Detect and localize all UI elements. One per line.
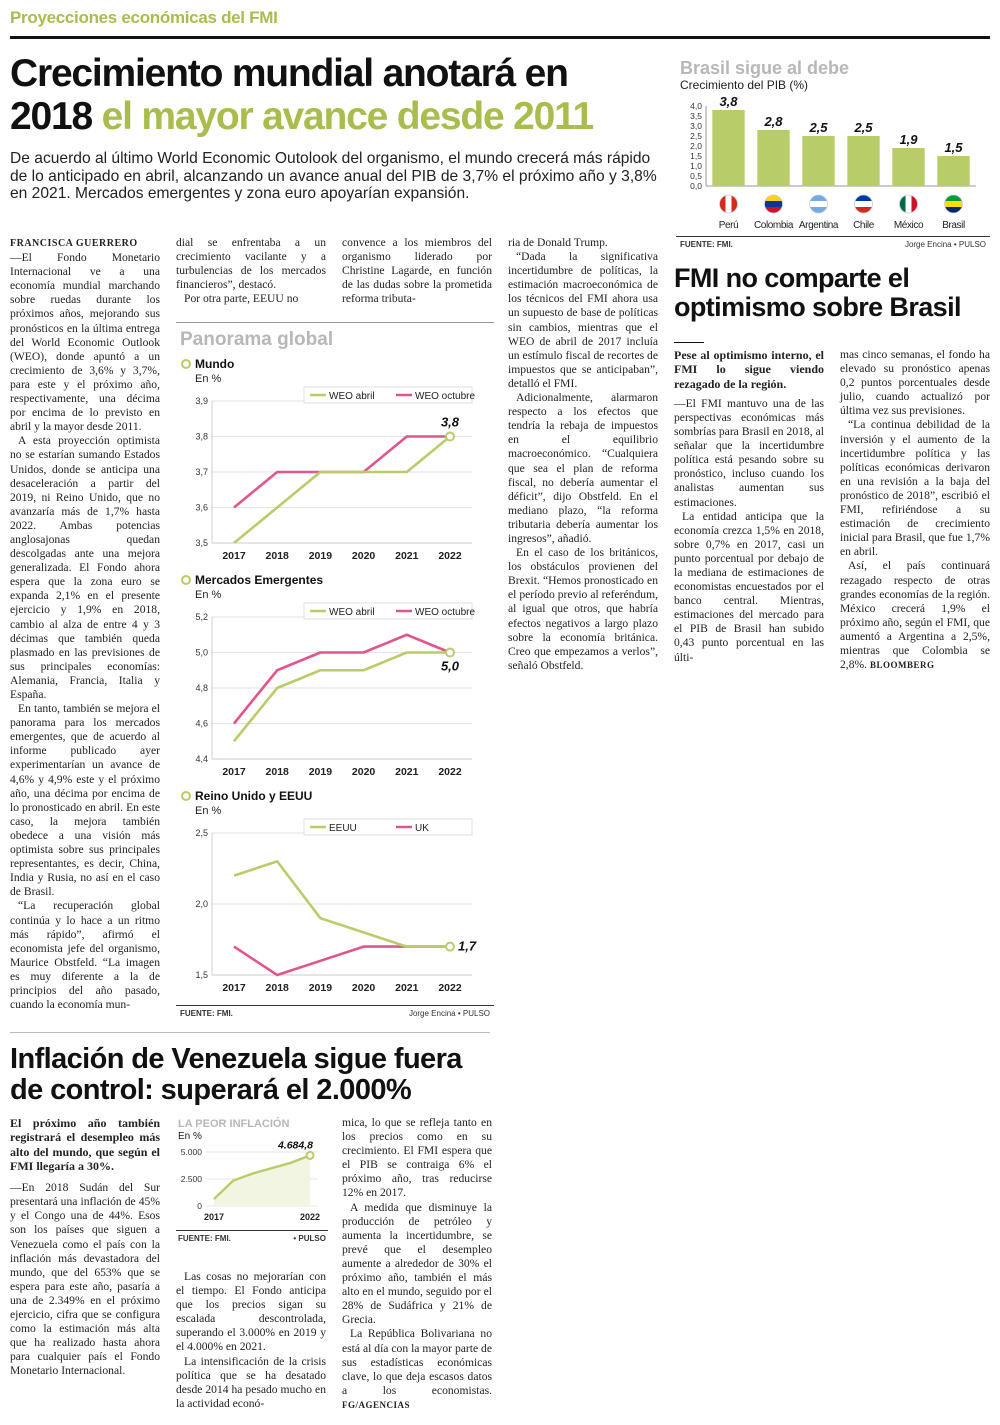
- x-tick-label: 2020: [351, 982, 376, 994]
- bar-y-tick-label: 2,5: [690, 131, 702, 141]
- y-tick-label: 4,8: [195, 683, 208, 693]
- line-chart-title: Mercados Emergentes: [195, 573, 324, 587]
- x-tick-label: 2019: [308, 982, 333, 994]
- x-tick-label: 2020: [351, 550, 376, 562]
- panorama-rule: [176, 1005, 494, 1006]
- bar-value-label: 3,8: [719, 94, 738, 109]
- fmi-col-2: [840, 348, 990, 672]
- chart-title-bullet: [182, 792, 190, 800]
- main-headline: [10, 52, 670, 138]
- inflation-y-tick-label: 2.500: [180, 1174, 202, 1184]
- x-tick-label: 2017: [222, 982, 246, 994]
- fmi-col2-p3: [840, 559, 990, 672]
- flag-icon: [765, 195, 783, 213]
- bar-y-tick-label: 3,0: [690, 121, 702, 131]
- y-tick-label: 5,2: [195, 612, 208, 622]
- series-line: [234, 635, 450, 724]
- main-col4-p1: ria de Donald Trump.: [508, 236, 608, 249]
- series-line: [234, 947, 450, 975]
- legend-label: UK: [415, 823, 429, 834]
- y-tick-label: 4,4: [195, 754, 208, 764]
- line-chart-unit: En %: [195, 805, 222, 817]
- bar: [757, 130, 789, 186]
- main-col2-p2: Por otra parte, EEUU no: [184, 292, 299, 306]
- main-col-4: [508, 236, 658, 673]
- fmi-col1-p2: La entidad anticipa que la economía crezca 1,5% en 2018, sobre 0,7% en 2017, casi un punto porcentual por debajo de la mediana de estimaciones de economistas encuestados por el banco central. Mientras, estimaciones del mercado para el PIB de Brasil han subido 0,43 punto porcentual en las últi-: [674, 509, 824, 664]
- bar-y-tick-label: 2,0: [690, 141, 702, 151]
- section-tag: Proyecciones económicas del FMI: [10, 8, 278, 27]
- brasil-chart-subtitle: Crecimiento del PIB (%): [680, 78, 809, 92]
- brasil-chart-title: Brasil sigue al debe: [680, 58, 850, 78]
- headline-line1: Crecimiento mundial anotará en: [10, 52, 568, 95]
- panorama-credit: Jorge Encina • PULSO: [408, 1009, 490, 1018]
- bar-y-tick-label: 4,0: [690, 101, 702, 111]
- bar-value-label: 1,5: [944, 140, 963, 155]
- venezuela-headline: [10, 1044, 570, 1106]
- inflation-area: [214, 1155, 310, 1206]
- bar-value-label: 2,8: [764, 114, 783, 129]
- brasil-source: FUENTE: FMI.: [680, 240, 733, 249]
- venezuela-signature: FG/AGENCIAS: [342, 1399, 411, 1410]
- fmi-lead: Pese al optimismo interno, el FMI lo sigue viendo rezagado de la región.: [674, 348, 824, 391]
- line-chart-title: Mundo: [195, 357, 235, 371]
- main-col1-p2: A esta proyección optimista no se estarían sumando Estados Unidos, donde se anticipa una desaceleración a partir del 2019, ni Reino Unido, que no avanzaría más de 1,7% hasta 2022. Ambas potencias anglosajonas quedan descolgadas ante una mejora generalizada. El Fondo ahora espera que la zona euro se expanda 2,1% en el presente ejercicio y 1,9% en 2018, cambio al alza de entre 4 y 3 décimas que también queda plasmado en las previsiones de sus principales economías: Alemania, Francia, Italia y España.: [10, 434, 160, 701]
- headline-year: 2018: [10, 95, 92, 138]
- x-tick-label: 2018: [265, 982, 289, 994]
- fmi-col-1: [674, 348, 824, 665]
- headline-line2: [10, 95, 670, 138]
- inflation-credit: • PULSO: [293, 1234, 326, 1243]
- y-tick-label: 3,8: [195, 431, 208, 442]
- inflation-y-tick-label: 0: [197, 1201, 202, 1211]
- brasil-credit: Jorge Encina • PULSO: [904, 240, 986, 249]
- panorama-panel: [176, 322, 494, 1021]
- flag-icon: [945, 195, 963, 213]
- venezuela-col-2: [176, 1270, 326, 1411]
- venezuela-col3-p3: [342, 1327, 492, 1412]
- brasil-bar-chart: [676, 94, 990, 234]
- flag-icon: [855, 195, 873, 213]
- y-tick-label: 2,5: [195, 828, 208, 838]
- top-rule: [10, 36, 990, 39]
- bar-y-tick-label: 1,5: [690, 151, 702, 161]
- flag-icon: [810, 195, 828, 213]
- byline: FRANCISCA GUERRERO: [10, 238, 138, 249]
- main-col-2: [176, 236, 326, 306]
- inflation-area-chart: [176, 1140, 328, 1228]
- fmi-col1-p1: —El FMI mantuvo una de las perspectivas económicas más sombrías para Brasil en 2018, al señalar que la incertidumbre política está pesando sobre su pronóstico, incluso cuando los analistas aumentan sus estimaciones.: [674, 396, 824, 509]
- fmi-col2-p2: “La continua debilidad de la inversión y el aumento de la incertidumbre política y las políticas económicas derivaron en una revisión a la baja del pronóstico de 2018”, escribió el FMI, refiriéndose a su estimación de crecimiento inicial para Brasil, que fue 1,7% en abril.: [840, 418, 990, 559]
- venezuela-headline-line2: de control: superará el 2.000%: [10, 1074, 412, 1106]
- inflation-chart-title: LA PEOR INFLACIÓN: [178, 1118, 290, 1130]
- venezuela-col3-p2: A medida que disminuye la producción de petróleo y aumenta la incertidumbre, se prevé que el desempleo aumente a alrededor de 30% el próximo año, también el más alto en el mundo, seguido por el 28% de Sudáfrica y 21% de Grecia.: [342, 1200, 492, 1327]
- bar-value-label: 2,5: [854, 120, 873, 135]
- y-tick-label: 3,5: [195, 538, 208, 548]
- venezuela-col-1: [10, 1116, 160, 1379]
- main-col-1: [10, 236, 160, 1012]
- bar-category-label: Brasil: [942, 220, 965, 231]
- bar-category-label: Perú: [718, 220, 739, 231]
- fmi-signature: BLOOMBERG: [869, 660, 935, 671]
- panorama-charts: [176, 353, 494, 1011]
- x-tick-label: 2018: [265, 766, 289, 778]
- brasil-chart-panel: [676, 58, 990, 252]
- line-chart-unit: En %: [195, 589, 222, 601]
- fmi-col2-p3-text: Así, el país continuará rezagado respecto de otras grandes economías de la región. México crecerá 1,9% el próximo año, según el FMI, que aumentó a Argentina a 2,5%, mientras que Colombia se 2,8%.: [840, 559, 990, 672]
- main-col-3: [342, 236, 492, 306]
- bar-y-tick-label: 0,0: [690, 181, 702, 191]
- panorama-title: Panorama global: [180, 329, 334, 350]
- legend-label: WEO abril: [329, 391, 375, 402]
- bar-y-tick-label: 3,5: [690, 111, 702, 121]
- deck: De acuerdo al último World Economic Outolook del organismo, el mundo crecerá más rápido de lo anticipado en abril, alcanzando un avance anual del PIB de 3,7% el próximo año y 3,8% en 2021. Mercados emergentes y zona euro apoyarían expansión.: [10, 150, 657, 202]
- bar: [937, 156, 969, 186]
- line-chart-unit: En %: [195, 373, 222, 385]
- inflation-rule: [176, 1230, 328, 1231]
- series-line: [234, 437, 450, 544]
- main-col1-p1: —El Fondo Monetario Internacional ve a una economía mundial marchando sobre ruedas durante los próximos años, mejorando sus pronósticos en la última entrega del World Economic Outlook (WEO), donde apuntó a un crecimiento de 3,6% y 3,7%, para este y el próximo año, respectivamente, una décima por encima de lo previsto en abril y la mayor desde 2011.: [10, 251, 160, 434]
- legend-label: WEO octubre: [415, 607, 476, 618]
- fmi-col2-p1: mas cinco semanas, el fondo ha elevado su pronóstico apenas 0,2 puntos porcentuales desde julio, cuando actualizó por última vez sus previsiones.: [840, 348, 990, 418]
- line-chart-title: Reino Unido y EEUU: [195, 789, 313, 803]
- chart-title-bullet: [182, 576, 190, 584]
- end-value-label: 5,0: [440, 658, 460, 674]
- end-marker: [446, 943, 454, 951]
- inflation-end-marker: [307, 1152, 314, 1159]
- bar-category-label: Argentina: [798, 220, 839, 231]
- y-tick-label: 1,5: [195, 970, 208, 980]
- x-tick-label: 2021: [395, 550, 419, 562]
- inflation-source: FUENTE: FMI.: [178, 1234, 231, 1243]
- legend-label: WEO octubre: [415, 391, 476, 402]
- x-tick-label: 2020: [351, 766, 376, 778]
- bar: [802, 136, 834, 186]
- fmi-rule: [674, 342, 704, 343]
- inflation-end-label: 4.684,8: [277, 1140, 313, 1152]
- venezuela-col3-p1: mica, lo que se refleja tanto en los precios como en su crecimiento. El FMI espera que el PIB se contraiga 6% el próximo año, tras reducirse 12% en 2017.: [342, 1116, 492, 1200]
- inflation-x-tick-label: 2022: [299, 1212, 321, 1222]
- x-tick-label: 2017: [222, 766, 246, 778]
- y-tick-label: 3,7: [195, 467, 208, 477]
- series-line: [234, 653, 450, 742]
- fmi-headline: FMI no comparte el optimismo sobre Brasil: [674, 263, 961, 322]
- main-col3-p1: convence a los miembros del organismo liderado por Christine Lagarde, en función de las dudas sobre la prometida reforma tributa-: [342, 236, 492, 306]
- venezuela-col2-p2: La intensificación de la crisis política que se ha desatado desde 2014 ha pesado mucho en la actividad econó-: [176, 1354, 326, 1410]
- end-marker: [446, 433, 454, 441]
- bar-y-tick-label: 0,5: [690, 171, 702, 181]
- end-value-label: 1,7: [458, 938, 477, 954]
- x-tick-label: 2019: [308, 766, 333, 778]
- y-tick-label: 4,6: [195, 718, 208, 729]
- x-tick-label: 2018: [265, 550, 289, 562]
- bar-value-label: 2,5: [809, 120, 828, 135]
- venezuela-col1-p1: —En 2018 Sudán del Sur presentará una inflación de 45% y el Congo una de 44%. Esos son los países que siguen a Venezuela como el país con la inflación más devastadora del mundo, que del 653% que se espera para este año, pasaría a una de 2.349% en el próximo ejercicio, cifra que se configura como la estimación más alta que ha realizado hasta ahora para cualquier país el Fondo Monetario Internacional.: [10, 1181, 160, 1378]
- x-tick-label: 2021: [395, 982, 419, 994]
- x-tick-label: 2021: [395, 766, 419, 778]
- legend-label: WEO abril: [329, 607, 375, 618]
- x-tick-label: 2022: [438, 766, 462, 778]
- headline-highlight: el mayor avance desde 2011: [101, 95, 593, 138]
- flag-icon: [720, 195, 738, 213]
- bar-category-label: México: [893, 220, 924, 231]
- x-tick-label: 2017: [222, 550, 246, 562]
- inflation-chart-unit: En %: [178, 1131, 202, 1142]
- venezuela-col3-p3-text: La República Bolivariana no está al día con la mayor parte de sus estadísticas económicas clave, lo que deja escasos datos a los economistas.: [342, 1327, 492, 1397]
- inflation-x-tick-label: 2017: [203, 1212, 225, 1222]
- y-tick-label: 3,6: [195, 502, 208, 513]
- bar-y-tick-label: 1,0: [690, 161, 702, 171]
- brasil-rule: [676, 236, 990, 237]
- main-col4-p4: En el caso de los británicos, los obstáculos provienen del Brexit. “Hemos pronosticado en el período previo al referéndum, al igual que otros, que habría efectos negativos a largo plazo sobre la economía británica. Creo que empezamos a verlos”, señaló Obstfeld.: [508, 546, 658, 672]
- venezuela-lead: El próximo año también registrará el desempleo más alto del mundo, que según el FMI llegaría a 30%.: [10, 1116, 160, 1173]
- y-tick-label: 5,0: [195, 647, 208, 658]
- inflation-y-tick-label: 5.000: [180, 1147, 202, 1157]
- x-tick-label: 2022: [438, 550, 462, 562]
- main-col1-p3: En tanto, también se mejora el panorama para los mercados emergentes, que de acuerdo al informe publicado ayer experimentarían un avance de 4,6% y 4,9% este y el próximo año, una décima por encima de lo pronosticado en abril. En este caso, la mejora también obedece a una visión más optimista sobre sus principales representantes, es decir, China, India y Rusia, no así en el caso de Brasil.: [10, 702, 160, 899]
- flag-icon: [900, 195, 918, 213]
- bar: [712, 110, 744, 186]
- bar: [847, 136, 879, 186]
- venezuela-col-3: [342, 1116, 492, 1412]
- bar-category-label: Chile: [853, 220, 874, 231]
- bar: [892, 148, 924, 186]
- bar-value-label: 1,9: [899, 132, 918, 147]
- main-col2-p1: dial se enfrentaba a un crecimiento vacilante y a turbulencias de los mercados financieros”, destacó.: [176, 236, 326, 292]
- panorama-source: FUENTE: FMI.: [180, 1009, 233, 1018]
- end-marker: [446, 649, 454, 657]
- venezuela-col2-p1: Las cosas no mejorarían con el tiempo. El Fondo anticipa que los precios sigan su escalada descontrolada, superando el 3.000% en 2019 y el 4.000% en 2021.: [176, 1270, 326, 1354]
- main-col4-p2: “Dada la significativa incertidumbre de políticas, la estimación macroeconómica de los técnicos del FMI ahora usa un supuesto de base de políticas sin cambios, mientras que el WEO de abril de 2017 incluía un estímulo fiscal de recortes de impuestos que se anticipaban”, detalló el FMI.: [508, 250, 658, 390]
- venezuela-top-rule: [10, 1032, 490, 1033]
- main-col1-p4: “La recuperación global continúa y lo hace a un ritmo más rápido”, afirmó el economista jefe del organismo, Maurice Obstfeld. “La imagen es muy diferente a la de principios del año pasado, cuando la economía mun-: [10, 899, 160, 1012]
- venezuela-headline-line1: Inflación de Venezuela sigue fuera: [10, 1043, 462, 1075]
- chart-title-bullet: [182, 360, 190, 368]
- inflation-chart-panel: [176, 1118, 328, 1248]
- y-tick-label: 3,9: [195, 396, 208, 406]
- main-col4-p3: Adicionalmente, alarmaron respecto a los efectos que tendría la rebaja de impuestos en el equilibrio macroeconómico. “Cualquiera que sea el plan de reforma fiscal, no debería aumentar el déficit”, dijo Obstfeld. En el mediano plazo, “la reforma tributaria debería aumentar los ingresos”, añadió.: [508, 391, 658, 545]
- x-tick-label: 2022: [438, 982, 462, 994]
- legend-label: EEUU: [329, 823, 357, 834]
- y-tick-label: 2,0: [195, 899, 208, 909]
- x-tick-label: 2019: [308, 550, 333, 562]
- bar-category-label: Colombia: [753, 220, 794, 231]
- end-value-label: 3,8: [440, 414, 460, 430]
